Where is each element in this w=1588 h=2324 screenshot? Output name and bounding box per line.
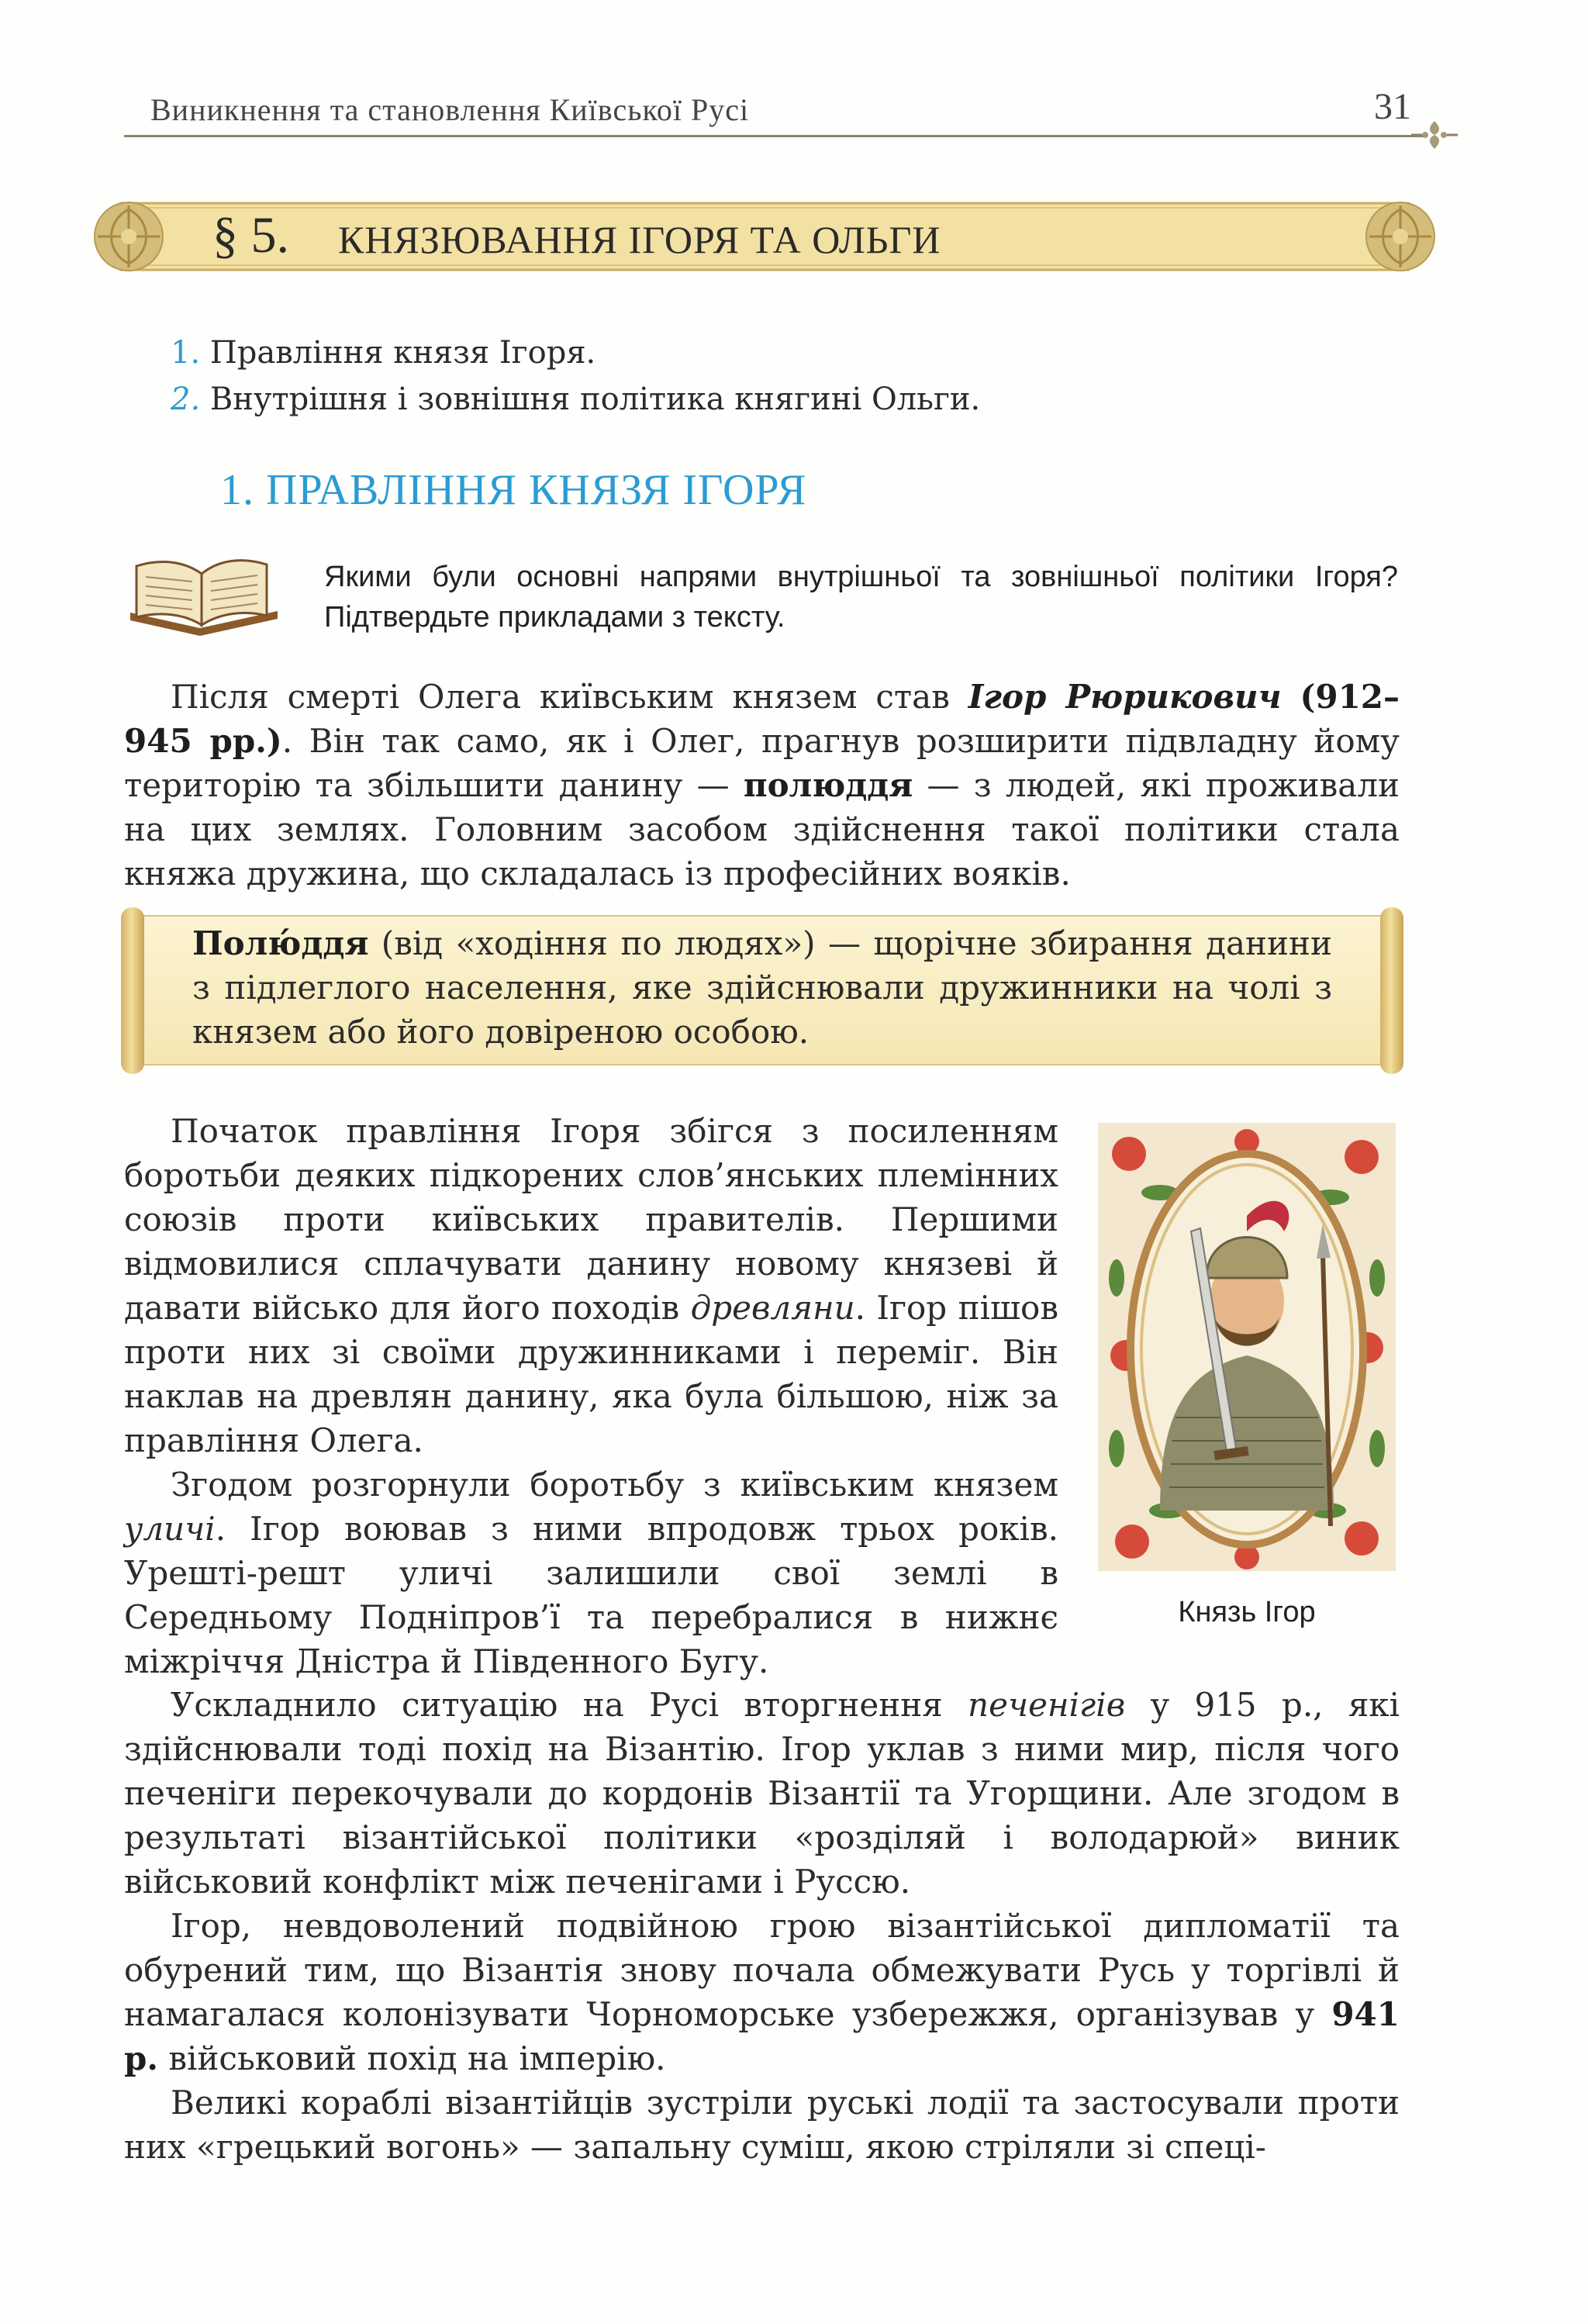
paragraph-5 <box>124 1904 1400 2081</box>
plan-item <box>171 376 980 423</box>
text-run: Великі кораблі візантійців зустріли руські лодії та застосували проти них «грецький вогонь» — запальну суміш, якою стріляли зі спеці- <box>124 2084 1400 2166</box>
header-rule <box>124 135 1427 137</box>
plan-item-number: 2. <box>171 382 201 417</box>
paragraph-banner <box>74 186 1455 287</box>
paragraph-4 <box>124 1683 1400 1904</box>
paragraph-6 <box>124 2081 1400 2169</box>
text-run <box>1282 678 1300 716</box>
paragraph-number: § 5. <box>212 207 289 264</box>
paragraph-2 <box>124 1109 1058 1462</box>
person-name: Ігор Рюрикович <box>968 678 1282 716</box>
reign-years: (912–945 рр.) <box>124 678 1400 760</box>
text-run: Ігор, невдоволений подвійною грою візантійської дипломатії та обурений тим, що Візантія знову почала обмежувати Русь у торгівлі й намагалася колонізувати Чорноморське узбережжя, організував у <box>124 1907 1400 2033</box>
plan-item <box>171 330 980 376</box>
text-run: військовий похід на імперію. <box>158 2039 666 2077</box>
plan-item-number: 1. <box>171 335 201 371</box>
text-run: Початок правління Ігоря збігся з посиленням боротьби деяких підкорених слов’янських племінних союзів проти київських правителів. Першими відмовилися сплачувати данину новому князеві й давати військо для його походів <box>124 1112 1058 1327</box>
text-run: Згодом розгорнули боротьбу з київським князем <box>171 1466 1058 1504</box>
page-number: 31 <box>1374 86 1411 127</box>
text-run: Ускладнило ситуацію на Русі вторгнення <box>171 1686 968 1724</box>
text-run: . Він так само, як і Олег, прагнув розширити підвладну йому територію та збільшити данину — <box>124 722 1400 804</box>
review-question: Якими були основні напрями внутрішньої та зовнішньої політики Ігоря? Підтвердьте прикладами з тексту. <box>324 561 1398 634</box>
definition-body: (від «ходіння по людях») — щорічне збирання данини з підлеглого населення, яке здійснювали дружинники на чолі з князем або його довіреною особою. <box>192 924 1332 1051</box>
figure-caption: Князь Ігор <box>1178 1596 1316 1628</box>
prince-portrait-image <box>1098 1123 1396 1571</box>
open-book-icon <box>123 551 285 636</box>
lesson-plan <box>171 330 980 423</box>
plan-item-text: Внутрішня і зовнішня політика княгині Ольги. <box>209 382 981 417</box>
text-run: Після смерті Олега київським князем став <box>171 678 968 716</box>
text-run: — з людей, які проживали на цих землях. Головним засобом здійснення такої політики стала княжа дружина, що складалась із професійних вояків. <box>124 766 1400 893</box>
text-run: у 915 р., які здійснювали тоді похід на Візантію. Ігор уклав з ними мир, після чого печеніги перекочували до кордонів Візантії та Угорщини. Але згодом в результаті візантійської політики «розділяй і володарюй» виник військовий конфлікт між печенігами і Руссю. <box>124 1686 1400 1901</box>
scroll-roll-left <box>121 907 144 1074</box>
text-run: . Ігор воював з ними впродовж трьох років. Урешті-решт уличі залишили свої землі в Середньому Подніпров’ї та перебралися в нижнє міжріччя Дністра й Південного Бугу. <box>124 1510 1058 1680</box>
prince-portrait-icon <box>1098 1123 1396 1571</box>
tribe-name: печенігів <box>968 1686 1126 1724</box>
paragraph-3 <box>124 1462 1058 1683</box>
definition-scroll <box>121 907 1403 1074</box>
term-highlight: полюддя <box>743 766 913 804</box>
year-highlight: 941 р. <box>124 1995 1400 2077</box>
definition-text <box>192 921 1332 1054</box>
running-header <box>124 86 1458 138</box>
header-ornament-icon <box>1411 118 1458 152</box>
section-heading: 1. ПРАВЛІННЯ КНЯЗЯ ІГОРЯ <box>220 466 807 514</box>
paragraph-1 <box>124 675 1400 896</box>
tribe-name: уличі <box>124 1510 216 1548</box>
scroll-roll-right <box>1380 907 1403 1074</box>
plan-item-text: Правління князя Ігоря. <box>209 335 596 371</box>
paragraph-title: КНЯЗЮВАННЯ ІГОРЯ ТА ОЛЬГИ <box>338 218 941 261</box>
running-title: Виникнення та становлення Київської Русі <box>150 92 750 127</box>
tribe-name: древляни <box>690 1289 855 1327</box>
definition-term: Полю́ддя <box>192 924 369 962</box>
text-run: . Ігор пішов проти них зі своїми дружинниками і переміг. Він наклав на древлян данину, яка була більшою, ніж за правління Олега. <box>124 1289 1058 1459</box>
